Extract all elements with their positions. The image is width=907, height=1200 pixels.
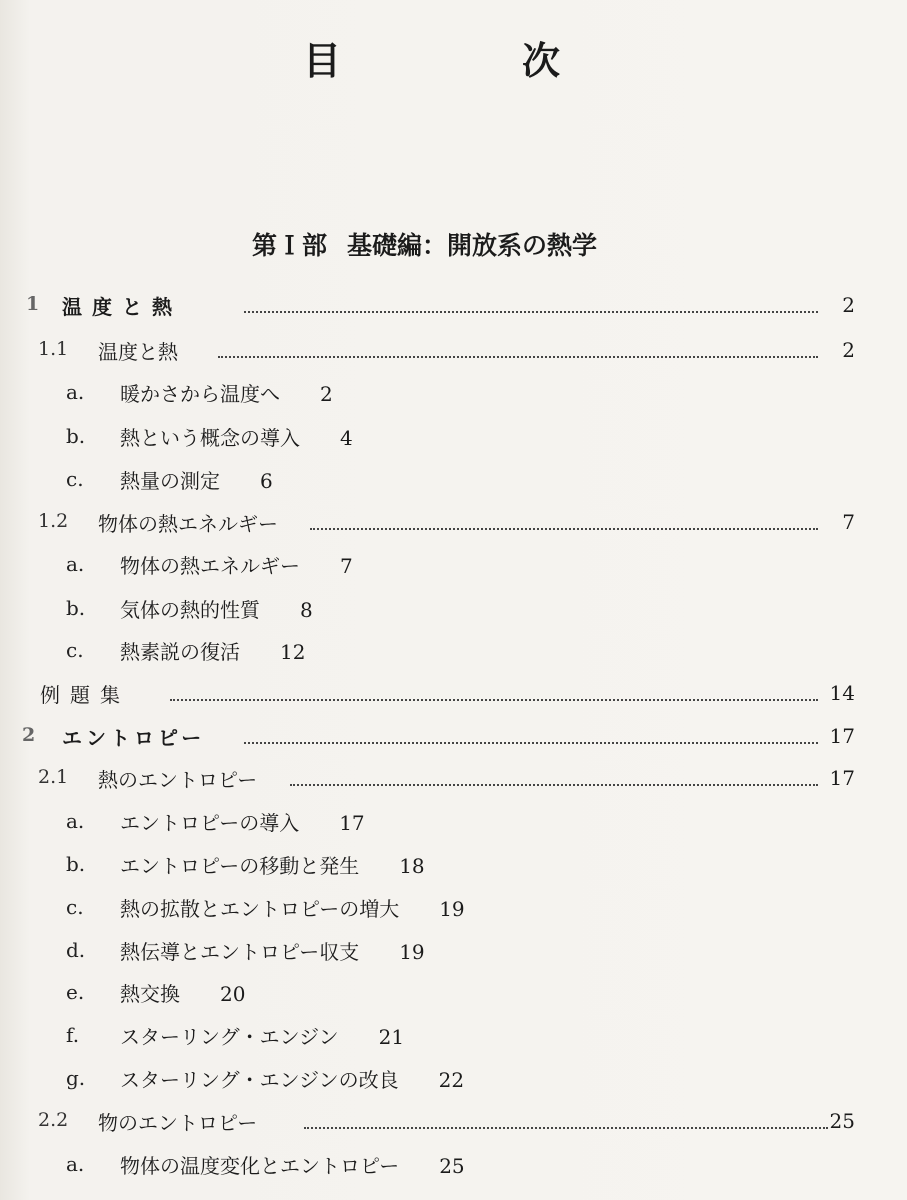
subsection-letter: c. <box>66 638 84 662</box>
toc-subsection-2-1-b[interactable] <box>0 846 907 886</box>
subsection-title: スターリング・エンジン 21 <box>120 1025 405 1049</box>
page-number: 19 <box>399 940 425 964</box>
part-label: 第Ｉ部 <box>252 231 328 260</box>
toc-chapter-2[interactable] <box>0 718 907 758</box>
page-number: 7 <box>340 554 353 578</box>
subsection-letter: f. <box>66 1023 80 1047</box>
subsection-title: エントロピーの移動と発生 18 <box>120 854 425 878</box>
toc-subsection-2-2-a[interactable] <box>0 1146 907 1186</box>
toc-subsection-1-1-c[interactable] <box>0 461 907 501</box>
toc-subsection-2-1-f[interactable] <box>0 1017 907 1057</box>
examples-title: 例題集 <box>40 683 130 707</box>
section-title: 温度と熱 <box>98 340 178 364</box>
toc-subsection-1-2-a[interactable] <box>0 546 907 586</box>
page-number: 6 <box>260 469 273 493</box>
leader-dots <box>290 760 818 786</box>
leader-dots <box>170 675 818 701</box>
subsection-title: 熱伝導とエントロピー収支 19 <box>120 940 425 964</box>
page-number: 19 <box>439 897 465 921</box>
section-title: 物体の熱エネルギー <box>98 512 278 536</box>
page-number: 4 <box>340 426 353 450</box>
chapter-title: 温度と熱 <box>62 295 182 319</box>
subsection-letter: a. <box>66 809 85 833</box>
toc-section-2-1[interactable] <box>0 760 907 800</box>
toc-section-2-2[interactable] <box>0 1103 907 1143</box>
subsection-letter: a. <box>66 380 85 404</box>
subsection-title: 熱交換 20 <box>120 982 246 1006</box>
section-number: 1.2 <box>38 510 69 532</box>
page-number: 20 <box>220 982 246 1006</box>
subsection-title: 気体の熱的性質 8 <box>120 598 313 622</box>
page-number: 2 <box>842 338 855 362</box>
page-number: 18 <box>399 854 425 878</box>
section-number: 2.2 <box>38 1109 69 1131</box>
subsection-title: スターリング・エンジンの改良 22 <box>120 1068 465 1092</box>
subsection-title: 熱という概念の導入 4 <box>120 426 353 450</box>
page-title <box>0 30 907 83</box>
subsection-letter: g. <box>66 1066 86 1090</box>
leader-dots <box>310 504 818 530</box>
title-char-2: 次 <box>522 39 561 83</box>
subsection-letter: b. <box>66 852 86 876</box>
page-number: 21 <box>378 1025 405 1049</box>
subsection-letter: b. <box>66 596 86 620</box>
chapter-number: 2 <box>22 724 36 746</box>
leader-dots <box>244 718 818 744</box>
subsection-letter: d. <box>66 938 86 962</box>
toc-subsection-2-1-d[interactable] <box>0 932 907 972</box>
chapter-title: エントロピー <box>62 726 206 750</box>
subsection-letter: c. <box>66 895 84 919</box>
page-number: 25 <box>829 1109 855 1133</box>
page-number: 2 <box>320 382 333 406</box>
toc-subsection-1-2-c[interactable] <box>0 632 907 672</box>
part-name: 基礎編：開放系の熱学 <box>347 231 598 260</box>
toc-subsection-1-2-b[interactable] <box>0 590 907 630</box>
subsection-title: 熱量の測定 6 <box>120 469 273 493</box>
chapter-number: 1 <box>26 293 40 315</box>
subsection-letter: b. <box>66 424 86 448</box>
toc-subsection-2-1-g[interactable] <box>0 1060 907 1100</box>
toc-section-1-2[interactable] <box>0 504 907 544</box>
page-number: 14 <box>829 681 855 705</box>
subsection-title: 物体の熱エネルギー 7 <box>120 554 353 578</box>
page-number: 17 <box>339 811 365 835</box>
toc-subsection-1-1-a[interactable] <box>0 374 907 414</box>
page-number: 8 <box>300 598 313 622</box>
subsection-letter: c. <box>66 467 84 491</box>
subsection-title: 物体の温度変化とエントロピー 25 <box>120 1154 465 1178</box>
subsection-letter: e. <box>66 980 85 1004</box>
page-number: 25 <box>439 1154 465 1178</box>
page-number: 2 <box>842 293 855 317</box>
page-number: 12 <box>280 640 306 664</box>
toc-chapter-1[interactable] <box>0 287 907 327</box>
subsection-letter: a. <box>66 552 85 576</box>
leader-dots <box>244 287 818 313</box>
subsection-title: 暖かさから温度へ 2 <box>120 382 333 406</box>
toc-subsection-2-1-a[interactable] <box>0 803 907 843</box>
subsection-title: エントロピーの導入 17 <box>120 811 365 835</box>
leader-dots <box>218 332 818 358</box>
page-number: 17 <box>829 766 855 790</box>
page-number: 17 <box>829 724 855 748</box>
toc-subsection-2-1-c[interactable] <box>0 889 907 929</box>
section-title: 熱のエントロピー <box>98 768 258 792</box>
subsection-title: 熱の拡散とエントロピーの増大 19 <box>120 897 465 921</box>
page-number: 22 <box>438 1068 465 1092</box>
toc-subsection-2-1-e[interactable] <box>0 974 907 1014</box>
toc-subsection-1-1-b[interactable] <box>0 418 907 458</box>
section-number: 2.1 <box>38 766 69 788</box>
leader-dots <box>304 1103 828 1129</box>
toc-examples[interactable] <box>0 675 907 715</box>
page-number: 7 <box>842 510 855 534</box>
toc-section-1-1[interactable] <box>0 332 907 372</box>
section-number: 1.1 <box>38 338 69 360</box>
subsection-title: 熱素説の復活 12 <box>120 640 306 664</box>
part-heading <box>252 226 597 262</box>
subsection-letter: a. <box>66 1152 85 1176</box>
title-char-1: 目 <box>303 39 342 83</box>
section-title: 物のエントロピー <box>98 1111 258 1135</box>
